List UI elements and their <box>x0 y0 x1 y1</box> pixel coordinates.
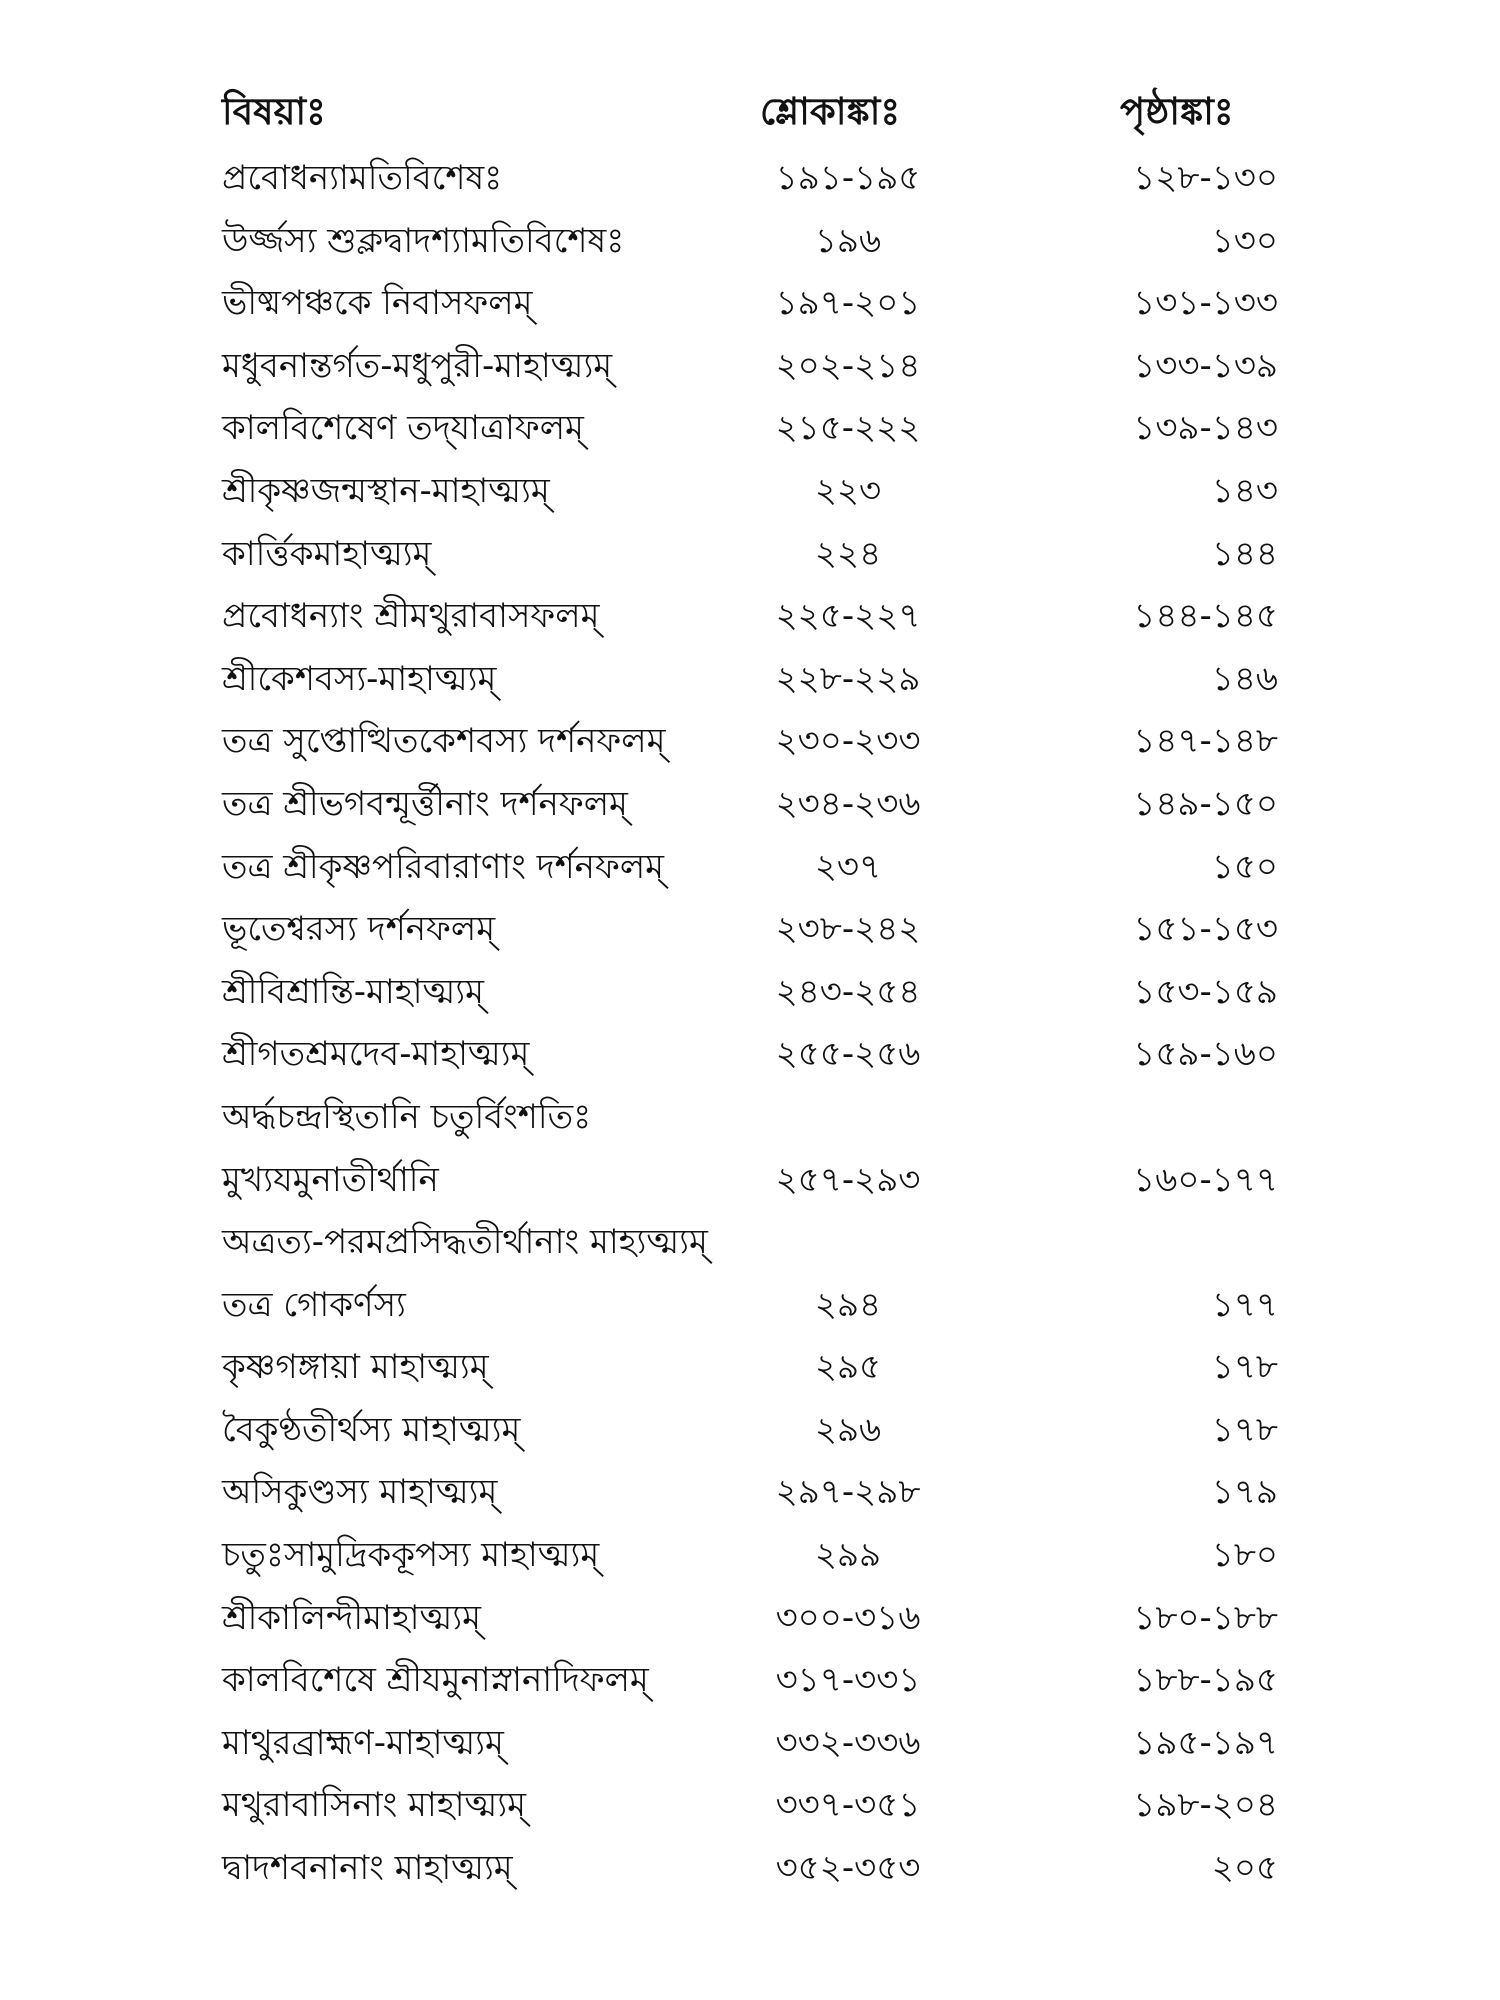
subject-cell: তত্র শ্রীকৃষ্ণপরিবারাণাং দর্শনফলম্ <box>222 846 665 887</box>
page-cell: ১৮০ <box>1211 1535 1278 1576</box>
subject-cell: কালবিশেষেণ তদ্‌যাত্রাফলম্ <box>222 408 584 449</box>
contents-row <box>0 461 1500 524</box>
contents-row <box>0 148 1500 211</box>
subject-cell: প্রবোধন্যামতিবিশেষঃ <box>222 158 503 198</box>
page-cell: ১৫০ <box>1211 846 1278 887</box>
contents-row <box>0 837 1500 900</box>
subject-cell: শ্রীকৃষ্ণজন্মস্থান-মাহাত্ম্যম্ <box>222 470 550 511</box>
page-cell: ১৪৬ <box>1211 658 1278 699</box>
contents-row <box>0 1337 1500 1400</box>
verse-cell: ৩৫২-৩৫৩ <box>775 1848 921 1889</box>
page-cell: ১৮৮-১৯৫ <box>1133 1660 1278 1701</box>
verse-cell: ১৯৭-২০১ <box>775 283 921 324</box>
subject-cell: মধুবনান্তর্গত-মধুপুরী-মাহাত্ম্যম্ <box>222 345 613 386</box>
subject-cell: শ্রীগতশ্রমদেব-মাহাত্ম্যম্ <box>222 1034 530 1075</box>
contents-row <box>0 273 1500 336</box>
verse-cell: ২৪৩-২৫৪ <box>775 971 921 1012</box>
verse-column-header: শ্লোকাঙ্কাঃ <box>760 90 901 133</box>
page-cell: ১৪৪-১৪৫ <box>1133 596 1278 637</box>
verse-cell: ২৯৯ <box>814 1535 882 1576</box>
contents-row <box>0 524 1500 587</box>
verse-cell: ২৫৭-২৯৩ <box>775 1159 921 1200</box>
subject-cell: বৈকুণ্ঠতীর্থস্য মাহাত্ম্যম্ <box>222 1409 521 1450</box>
verse-cell: ২৩৪-২৩৬ <box>775 783 921 824</box>
table-header <box>0 82 1500 142</box>
subject-cell: তত্র শ্রীভগবন্মূর্ত্তীনাং দর্শনফলম্ <box>222 783 628 824</box>
verse-cell: ২৫৫-২৫৬ <box>775 1034 921 1075</box>
page-cell: ১৪৩ <box>1211 470 1278 511</box>
page-cell: ২০৫ <box>1211 1848 1278 1889</box>
contents-row <box>0 711 1500 774</box>
verse-cell: ২২৮-২২৯ <box>775 658 921 699</box>
subject-cell: মুখ্যযমুনাতীর্থানি <box>222 1159 439 1200</box>
page-cell: ১৪৯-১৫০ <box>1133 783 1278 824</box>
verse-cell: ৩৩২-৩৩৬ <box>775 1722 921 1763</box>
contents-row <box>0 774 1500 837</box>
subject-cell: তত্র গোকর্ণস্য <box>222 1284 406 1325</box>
contents-row <box>0 1525 1500 1588</box>
contents-row <box>0 649 1500 712</box>
subject-cell: কালবিশেষে শ্রীযমুনাস্নানাদিফলম্ <box>222 1660 649 1701</box>
page-cell: ১৭৭ <box>1211 1284 1278 1325</box>
verse-cell: ১৯৬ <box>814 220 882 261</box>
subject-cell: চতুঃসামুদ্রিককূপস্য মাহাত্ম্যম্ <box>222 1535 600 1576</box>
page-cell: ১৫১-১৫৩ <box>1133 909 1278 950</box>
page-cell: ১৭৮ <box>1211 1347 1278 1388</box>
page-cell: ১৪৪ <box>1211 533 1278 574</box>
contents-row <box>0 1087 1500 1150</box>
subject-cell: মথুরাবাসিনাং মাহাত্ম্যম্ <box>222 1785 526 1826</box>
subject-cell: কৃষ্ণগঙ্গায়া মাহাত্ম্যম্ <box>222 1347 489 1388</box>
page-cell: ১৫৩-১৫৯ <box>1133 971 1278 1012</box>
subject-cell: তত্র সুপ্তোত্থিতকেশবস্য দর্শনফলম্ <box>222 721 666 762</box>
contents-row <box>0 899 1500 962</box>
page-cell: ১৭৮ <box>1211 1409 1278 1450</box>
page-cell: ১৭৯ <box>1211 1472 1278 1513</box>
contents-row <box>0 1838 1500 1901</box>
subject-cell: শ্রীকালিন্দীমাহাত্ম্যম্ <box>222 1597 482 1638</box>
subject-cell: অসিকুণ্ডস্য মাহাত্ম্যম্ <box>222 1472 498 1513</box>
verse-cell: ৩৩৭-৩৫১ <box>775 1785 921 1826</box>
page-cell: ১৩০ <box>1211 220 1278 261</box>
contents-row <box>0 1024 1500 1087</box>
contents-row <box>0 1275 1500 1338</box>
verse-cell: ২৯৭-২৯৮ <box>775 1472 921 1513</box>
verse-cell: ২৩০-২৩৩ <box>775 721 921 762</box>
page-cell: ১৮০-১৮৮ <box>1133 1597 1278 1638</box>
subject-column-header: বিষয়াঃ <box>222 90 326 133</box>
verse-cell: ২২৩ <box>814 470 882 511</box>
contents-row <box>0 962 1500 1025</box>
verse-cell: ২৩৮-২৪২ <box>775 909 921 950</box>
verse-cell: ২০২-২১৪ <box>775 345 921 386</box>
contents-row <box>0 586 1500 649</box>
page-cell: ১৯৫-১৯৭ <box>1133 1722 1278 1763</box>
subject-cell: প্রবোধন্যাং শ্রীমথুরাবাসফলম্ <box>222 596 600 637</box>
verse-cell: ২২৫-২২৭ <box>775 596 921 637</box>
contents-list <box>0 148 1500 1901</box>
subject-cell: ভূতেশ্বরস্য দর্শনফলম্ <box>222 909 496 950</box>
page-column-header: পৃষ্ঠাঙ্কাঃ <box>1120 90 1234 133</box>
contents-row <box>0 211 1500 274</box>
contents-row <box>0 1713 1500 1776</box>
page-cell: ১৯৮-২০৪ <box>1133 1785 1278 1826</box>
subject-cell: মাথুরব্রাহ্মণ-মাহাত্ম্যম্ <box>222 1722 504 1763</box>
page-cell: ১৬০-১৭৭ <box>1133 1159 1278 1200</box>
contents-row <box>0 1775 1500 1838</box>
contents-row <box>0 336 1500 399</box>
subject-cell: কার্ত্তিকমাহাত্ম্যম্ <box>222 533 432 574</box>
subject-cell: অত্রত্য-পরমপ্রসিদ্ধতীর্থানাং মাহ্যত্ম্যম্ <box>222 1222 708 1263</box>
page-cell: ১৫৯-১৬০ <box>1133 1034 1278 1075</box>
page-cell: ১৩৯-১৪৩ <box>1133 408 1278 449</box>
subject-cell: শ্রীকেশবস্য-মাহাত্ম্যম্ <box>222 658 497 699</box>
subject-cell: উর্জ্জস্য শুক্লদ্বাদশ্যামতিবিশেষঃ <box>222 220 625 261</box>
page-cell: ১২৮-১৩০ <box>1133 158 1278 198</box>
page-cell: ১৪৭-১৪৮ <box>1133 721 1278 762</box>
contents-row <box>0 1150 1500 1213</box>
contents-row <box>0 1462 1500 1525</box>
subject-cell: অর্দ্ধচন্দ্রস্থিতানি চতুর্বিংশতিঃ <box>222 1096 592 1137</box>
verse-cell: ৩১৭-৩৩১ <box>775 1660 921 1701</box>
contents-row <box>0 1650 1500 1713</box>
subject-cell: শ্রীবিশ্রান্তি-মাহাত্ম্যম্ <box>222 971 484 1012</box>
page-cell: ১৩৩-১৩৯ <box>1133 345 1278 386</box>
page-cell: ১৩১-১৩৩ <box>1133 283 1278 324</box>
verse-cell: ২৩৭ <box>814 846 882 887</box>
verse-cell: ২১৫-২২২ <box>775 408 921 449</box>
contents-row <box>0 1212 1500 1275</box>
contents-row <box>0 1588 1500 1651</box>
contents-row <box>0 398 1500 461</box>
subject-cell: ভীষ্মপঞ্চকে নিবাসফলম্ <box>222 283 533 324</box>
verse-cell: ২২৪ <box>814 533 882 574</box>
subject-cell: দ্বাদশবনানাং মাহাত্ম্যম্ <box>222 1848 513 1889</box>
contents-row <box>0 1400 1500 1463</box>
verse-cell: ৩০০-৩১৬ <box>775 1597 921 1638</box>
verse-cell: ২৯৫ <box>814 1347 882 1388</box>
verse-cell: ২৯৬ <box>814 1409 882 1450</box>
verse-cell: ২৯৪ <box>814 1284 882 1325</box>
verse-cell: ১৯১-১৯৫ <box>775 158 921 198</box>
